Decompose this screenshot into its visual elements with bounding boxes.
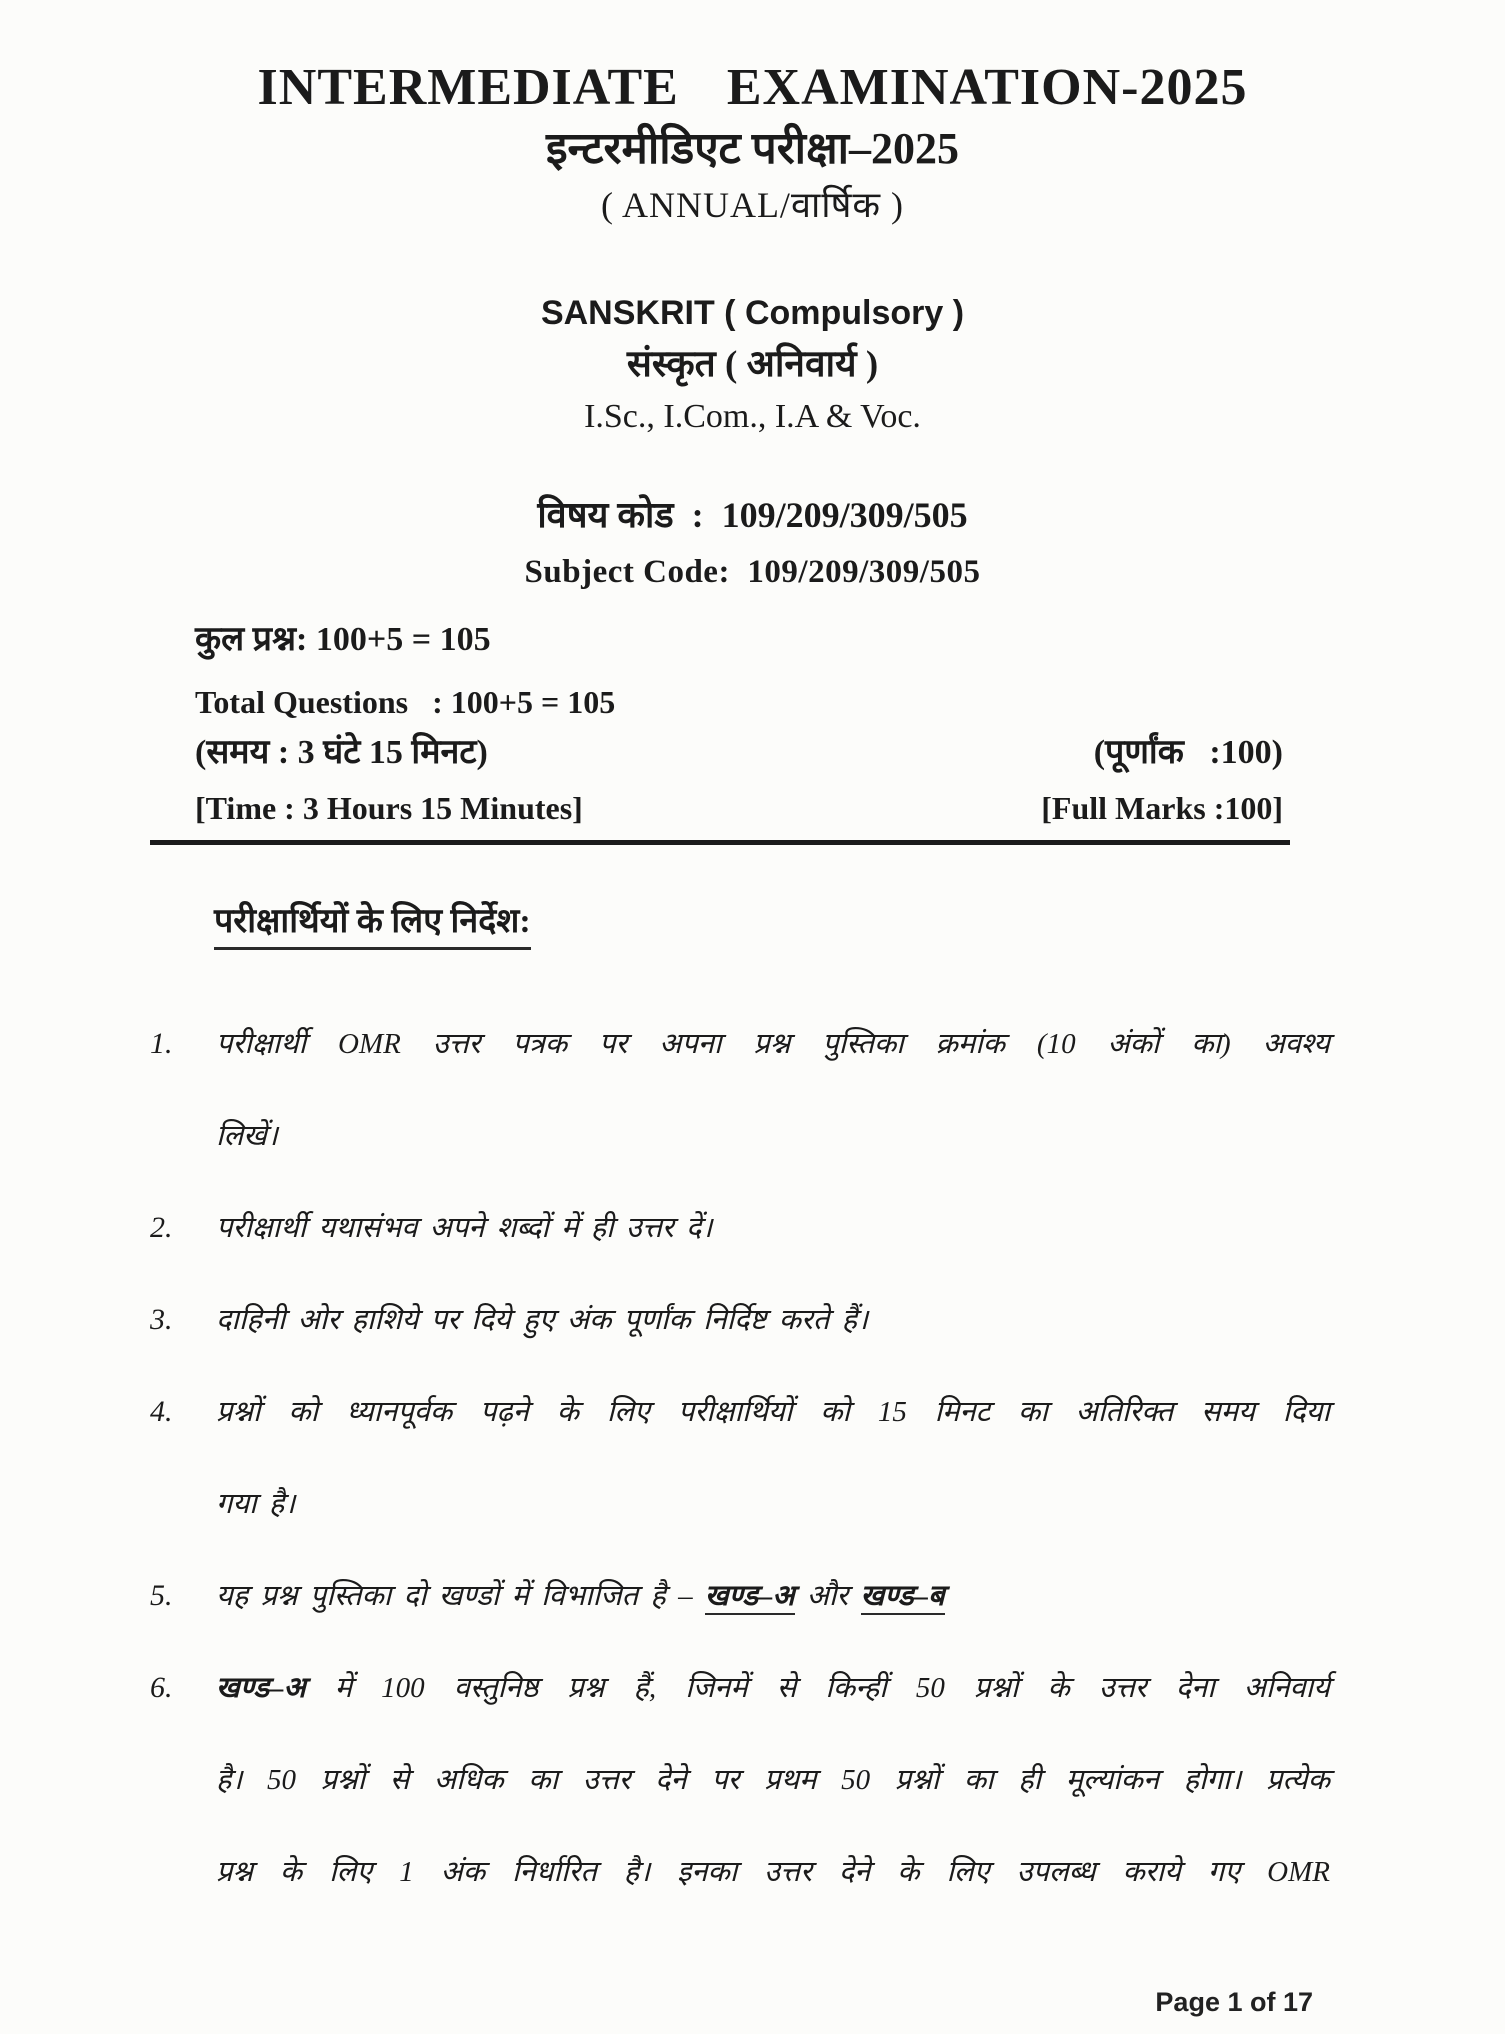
exam-title-hindi: इन्टरमीडिएट परीक्षा–2025 bbox=[545, 124, 960, 173]
instruction-line: खण्ड–अ में 100 वस्तुनिष्ठ प्रश्न हैं, जिनमें से किन्हीं 50 प्रश्नों के उत्तर देना अनिवार्य bbox=[216, 1672, 1330, 1704]
section-a-label: खण्ड–अ bbox=[216, 1672, 306, 1704]
instruction-line: यह प्रश्न पुस्तिका दो खण्डों में विभाजित है – खण्ड–अ और खण्ड–ब bbox=[216, 1574, 1330, 1618]
instruction-item-4 bbox=[150, 1390, 1330, 1574]
instruction-number: 3. bbox=[150, 1303, 173, 1336]
time-marks-row-hindi bbox=[195, 728, 1283, 778]
instruction-number: 4. bbox=[150, 1395, 173, 1428]
instruction-line: है। 50 प्रश्नों से अधिक का उत्तर देने पर प्रथम 50 प्रश्नों का ही मूल्यांकन होगा। प्रत्येक bbox=[216, 1764, 1330, 1796]
subject-code-hindi: विषय कोड : 109/209/309/505 bbox=[537, 495, 968, 535]
instruction-item-6 bbox=[150, 1666, 1330, 1942]
section-b-label: खण्ड–ब bbox=[861, 1580, 945, 1615]
instruction-number: 2. bbox=[150, 1211, 173, 1244]
time-allowed-hindi: (समय : 3 घंटे 15 मिनट) bbox=[195, 734, 488, 771]
instruction-item-2 bbox=[150, 1206, 1330, 1298]
instruction-line: परीक्षार्थी OMR उत्तर पत्रक पर अपना प्रश्न पुस्तिका क्रमांक (10 अंकों का) अवश्य bbox=[216, 1028, 1330, 1060]
instruction-line: प्रश्नों को ध्यानपूर्वक पढ़ने के लिए परीक्षार्थियों को 15 मिनट का अतिरिक्त समय दिया bbox=[216, 1396, 1330, 1428]
exam-title-english: INTERMEDIATE EXAMINATION-2025 bbox=[257, 59, 1248, 116]
instructions-heading: परीक्षार्थियों के लिए निर्देश: bbox=[214, 899, 531, 950]
instruction-line: प्रश्न के लिए 1 अंक निर्धारित है। इनका उत्तर देने के लिए उपलब्ध कराये गए OMR bbox=[216, 1856, 1330, 1888]
instruction-item-5 bbox=[150, 1574, 1330, 1666]
exam-meta-block bbox=[195, 616, 1283, 830]
instruction-line: गया है। bbox=[216, 1488, 296, 1520]
instruction-number: 5. bbox=[150, 1579, 173, 1612]
subject-name-english: SANSKRIT ( Compulsory ) bbox=[540, 294, 965, 332]
instruction-line: लिखें। bbox=[216, 1120, 278, 1152]
instruction-number: 1. bbox=[150, 1027, 173, 1060]
document-header bbox=[0, 0, 1505, 594]
full-marks-english: [Full Marks :100] bbox=[1041, 790, 1283, 826]
page-number-label: Page 1 of 17 bbox=[1155, 1987, 1313, 2017]
instructions-section bbox=[150, 899, 1330, 1942]
time-allowed-english: [Time : 3 Hours 15 Minutes] bbox=[195, 790, 583, 826]
exam-session-label: ( ANNUAL/वार्षिक ) bbox=[600, 185, 905, 225]
subject-name-hindi: संस्कृत ( अनिवार्य ) bbox=[626, 344, 879, 385]
full-marks-hindi: (पूर्णांक :100) bbox=[1093, 734, 1283, 771]
section-a-label: खण्ड–अ bbox=[705, 1580, 795, 1615]
total-questions-english: Total Questions : 100+5 = 105 bbox=[195, 684, 616, 720]
subject-code-english: Subject Code: 109/209/309/505 bbox=[524, 554, 981, 590]
instruction-item-1 bbox=[150, 1022, 1330, 1206]
instruction-item-3 bbox=[150, 1298, 1330, 1390]
instruction-line: दाहिनी ओर हाशिये पर दिये हुए अंक पूर्णांक निर्दिष्ट करते हैं। bbox=[216, 1304, 869, 1336]
time-marks-row-english bbox=[195, 786, 1283, 830]
instruction-number: 6. bbox=[150, 1671, 173, 1704]
instruction-line: परीक्षार्थी यथासंभव अपने शब्दों में ही उत्तर दें। bbox=[216, 1212, 713, 1244]
applicable-streams: I.Sc., I.Com., I.A & Voc. bbox=[584, 398, 921, 435]
total-questions-hindi: कुल प्रश्न: 100+5 = 105 bbox=[195, 621, 491, 658]
horizontal-divider bbox=[150, 840, 1290, 845]
instructions-list bbox=[150, 1022, 1330, 1942]
